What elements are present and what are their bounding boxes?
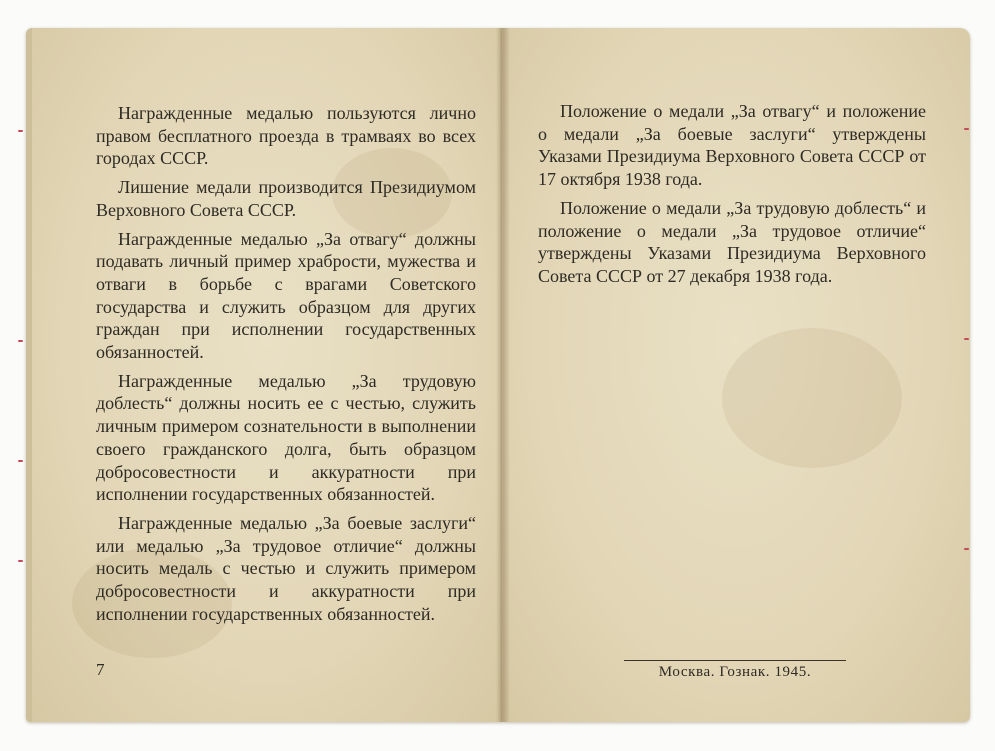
right-page-text: [538, 100, 926, 294]
paragraph: Награжденные медалью „За трудовую доблесть“ должны носить ее с честью, служить личным примером сознательности в выполнении своего гражданского долга, быть образцом добросовестности и аккуратности при исполнении государственных обязанностей.: [96, 370, 476, 505]
stitch-mark: [964, 338, 969, 340]
stitch-mark: [18, 130, 23, 132]
stitch-mark: [18, 460, 23, 462]
booklet-spine: [496, 28, 510, 722]
paragraph: Положение о медали „За трудовую доблесть“ и положение о медали „За трудовое отличие“ утверждены Указами Президиума Верховного Совета СССР от 27 декабря 1938 года.: [538, 197, 926, 286]
right-page: [502, 28, 970, 722]
page-number: 7: [96, 660, 105, 679]
printer-imprint: Москва. Гознак. 1945.: [658, 664, 812, 680]
left-page-text: [96, 102, 476, 631]
paragraph: Награжденные медалью пользуются лично правом бесплатного проезда в трамваях во всех городах СССР.: [96, 103, 476, 169]
stitch-mark: [18, 340, 23, 342]
paragraph: Награжденные медалью „За боевые заслуги“ или медалью „За трудовое отличие“ должны носить медаль с честью и служить примером добросовестности и аккуратности при исполнении государственных обязанностей.: [96, 512, 476, 624]
paragraph: Награжденные медалью „За отвагу“ должны подавать личный пример храбрости, мужества и отваги в борьбе с врагами Советского государства и служить образцом для других граждан при исполнении государственных обязанностей.: [96, 228, 476, 363]
stitch-mark: [964, 128, 969, 130]
paper-stain: [722, 328, 902, 468]
imprint-rule: [624, 660, 846, 661]
paragraph: Лишение медали производится Президиумом Верховного Совета СССР.: [96, 177, 476, 220]
stitch-mark: [18, 560, 23, 562]
paragraph: Положение о медали „За отвагу“ и положение о медали „За боевые заслуги“ утверждены Указами Президиума Верховного Совета СССР от 17 октября 1938 года.: [538, 101, 926, 190]
open-booklet: [26, 28, 970, 722]
stitch-mark: [964, 548, 969, 550]
left-page: [26, 28, 502, 722]
